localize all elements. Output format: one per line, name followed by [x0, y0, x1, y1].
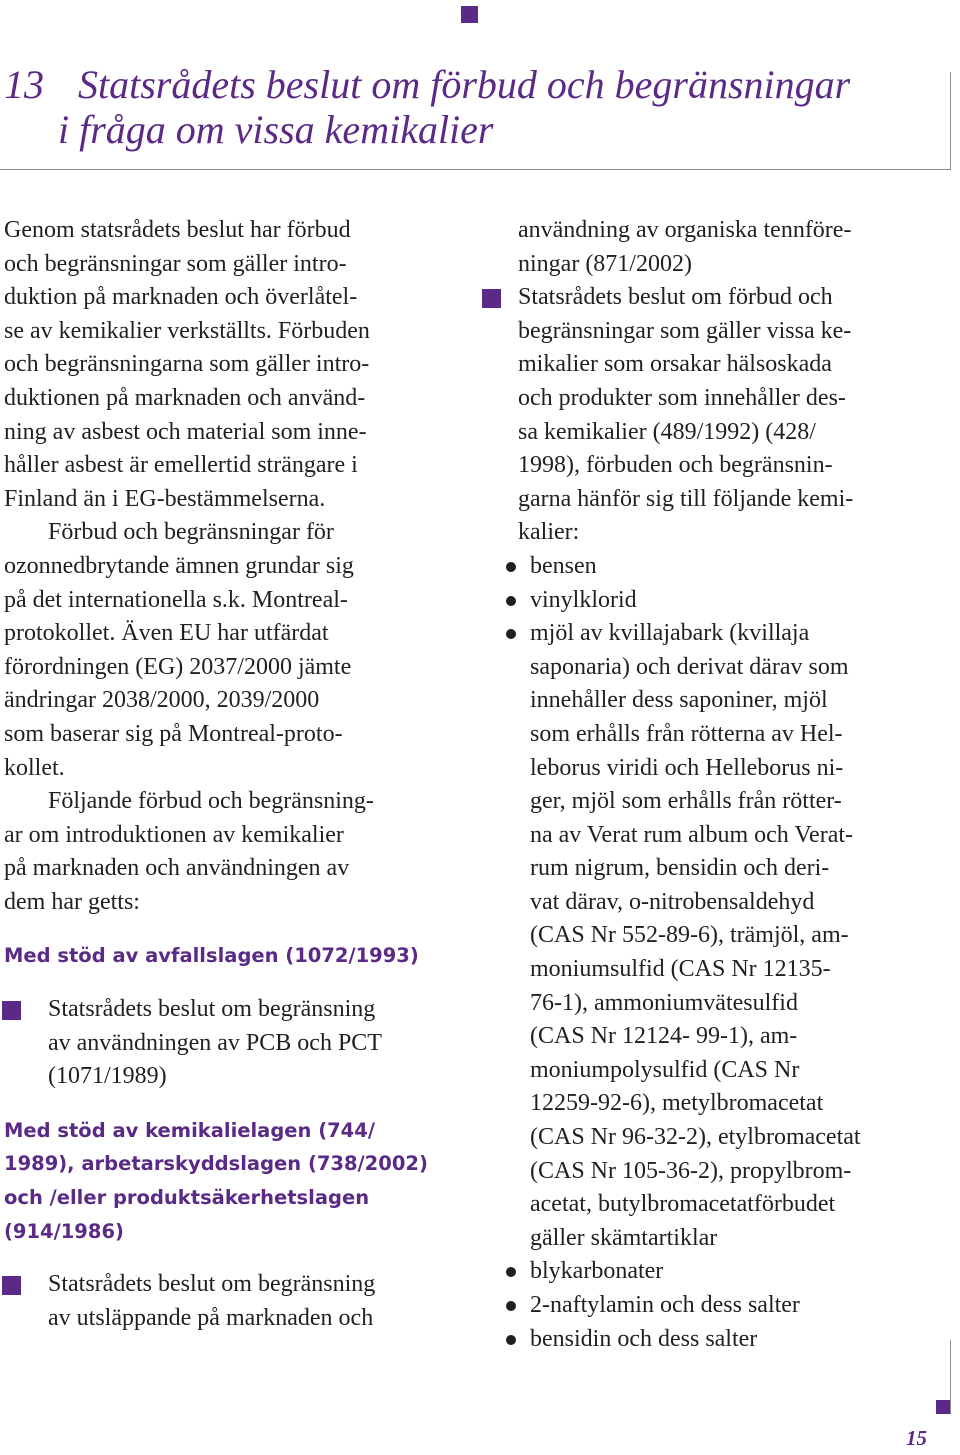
text-line: protokollet. Även EU har utfärdat: [4, 620, 329, 647]
chemical-bullet-list: [482, 550, 952, 1356]
bullet-square: [482, 289, 501, 308]
text-line: 2-naftylamin och dess salter: [530, 1292, 800, 1318]
text-line: mjöl av kvillajabark (kvillaja: [530, 620, 810, 647]
text-line: duktionen på marknaden och använd-: [4, 384, 366, 411]
text-line: duktion på marknaden och överlåtel-: [4, 284, 358, 311]
text-line: se av kemikalier verkställts. Förbuden: [4, 317, 370, 344]
text-line: bensidin och dess salter: [530, 1325, 758, 1352]
text-line: rum nigrum, bensidin och deri-: [530, 855, 830, 882]
chapter-number: 13: [4, 62, 44, 107]
text-line: gäller skämtartiklar: [530, 1224, 718, 1251]
text-line: mikalier som orsakar hälsoskada: [518, 351, 832, 378]
bullet-item: [482, 617, 952, 1255]
text-line: kalier:: [518, 519, 580, 546]
text-line: kollet.: [4, 754, 65, 781]
text-line: vat därav, o-nitrobensaldehyd: [530, 888, 815, 915]
text-line: 12259-92-6), metylbromacetat: [530, 1090, 824, 1117]
bullet-dot: [506, 596, 516, 606]
list-item-halsoskada: [482, 281, 952, 550]
top-marker-square: [461, 6, 478, 23]
text-line: och produkter som innehåller des-: [518, 384, 846, 411]
text-line: ändringar 2038/2000, 2039/2000: [4, 687, 320, 714]
text-line: dem har getts:: [4, 888, 140, 915]
text-line: 76-1), ammoniumvätesulfid: [530, 989, 798, 1016]
text-line: Statsrådets beslut om begränsning: [48, 1271, 376, 1298]
text-line: moniumsulfid (CAS Nr 12135-: [530, 956, 831, 983]
heading-line: och /eller produktsäkerhetslagen: [4, 1186, 370, 1210]
text-line: leborus viridi och Helleborus ni-: [530, 754, 844, 781]
text-line: ger, mjöl som erhålls från rötter-: [530, 788, 842, 815]
bullet-square: [2, 1276, 21, 1295]
text-line: (1071/1989): [48, 1063, 167, 1090]
header-horizontal-rule: [0, 169, 951, 170]
bullet-item: [482, 1255, 952, 1289]
heading-line: Med stöd av kemikalielagen (744/: [4, 1118, 375, 1142]
text-line: Följande förbud och begränsning-: [48, 788, 374, 815]
title-text-1: Statsrådets beslut om förbud och begränsningar: [78, 62, 851, 107]
text-line: innehåller dess saponiner, mjöl: [530, 687, 828, 714]
bullet-item: [482, 1323, 952, 1357]
text-line: av utsläppande på marknaden och: [48, 1304, 374, 1331]
chapter-title: [4, 62, 944, 152]
text-line: (CAS Nr 105-36-2), propylbrom-: [530, 1157, 852, 1184]
bullet-square: [2, 1001, 21, 1020]
text-line: (CAS Nr 96-32-2), etylbromacetat: [530, 1124, 861, 1151]
text-line: garna hänför sig till följande kemi-: [518, 485, 854, 512]
text-line: förordningen (EG) 2037/2000 jämte: [4, 653, 352, 680]
page-corner-square: [936, 1400, 950, 1414]
bullet-item: [482, 584, 952, 618]
paragraph-3: [4, 785, 452, 919]
text-line: saponaria) och derivat därav som: [530, 653, 849, 680]
list-item-pcb: [4, 993, 452, 1094]
page-number: 15: [906, 1426, 927, 1450]
text-line: på det internationella s.k. Montreal-: [4, 586, 348, 613]
title-line-2: [4, 107, 944, 152]
heading-line: 1989), arbetarskyddslagen (738/2002): [4, 1152, 428, 1176]
text-line: och begränsningarna som gäller intro-: [4, 351, 370, 378]
bullet-dot: [506, 562, 516, 572]
text-line: ozonnedbrytande ämnen grundar sig: [4, 552, 354, 579]
paragraph-2: [4, 516, 452, 785]
title-line-1: [4, 62, 944, 107]
text-line: användning av organiska tennföre-: [518, 217, 852, 243]
text-line: ar om introduktionen av kemikalier: [4, 821, 344, 848]
text-line: ning av asbest och material som inne-: [4, 418, 367, 445]
text-line: 1998), förbuden och begränsnin-: [518, 452, 833, 479]
text-line: Statsrådets beslut om begränsning: [48, 996, 376, 1023]
text-line: blykarbonater: [530, 1258, 664, 1285]
text-line: håller asbest är emellertid strängare i: [4, 452, 358, 479]
section-heading-kemikalielagen: [4, 1114, 452, 1248]
title-text-2: i fråga om vissa kemikalier: [58, 107, 494, 152]
text-line: Genom statsrådets beslut har förbud: [4, 217, 351, 243]
text-line: sa kemikalier (489/1992) (428/: [518, 418, 816, 445]
text-line: (CAS Nr 12124- 99-1), am-: [530, 1023, 798, 1050]
text-line: som baserar sig på Montreal-proto-: [4, 720, 343, 747]
heading-line: (914/1986): [4, 1219, 124, 1243]
text-line: Förbud och begränsningar för: [48, 519, 334, 546]
list-item-tennforeningar: [4, 1268, 452, 1335]
text-line: Finland än i EG-bestämmelserna.: [4, 485, 326, 512]
paragraph-1: [4, 214, 452, 516]
text-line: på marknaden och användningen av: [4, 855, 350, 882]
text-line: na av Verat rum album och Verat-: [530, 821, 854, 848]
text-line: av användningen av PCB och PCT: [48, 1029, 382, 1056]
header-vertical-rule: [950, 72, 951, 170]
text-line: bensen: [530, 552, 597, 579]
bullet-dot: [506, 1301, 516, 1311]
text-line: moniumpolysulfid (CAS Nr: [530, 1056, 800, 1083]
text-line: ningar (871/2002): [518, 250, 692, 277]
text-line: vinylklorid: [530, 586, 637, 613]
bullet-item: [482, 1289, 952, 1323]
right-column: [482, 214, 952, 1356]
list-item-continued: [482, 214, 952, 281]
text-line: (CAS Nr 552-89-6), trämjöl, am-: [530, 922, 849, 949]
text-line: begränsningar som gäller vissa ke-: [518, 317, 852, 344]
bullet-dot: [506, 1335, 516, 1345]
text-line: Statsrådets beslut om förbud och: [518, 284, 833, 311]
text-line: acetat, butylbromacetatförbudet: [530, 1191, 836, 1218]
section-heading-avfallslagen: Med stöd av avfallslagen (1072/1993): [4, 944, 419, 968]
left-column: [4, 214, 452, 1335]
bullet-item: [482, 550, 952, 584]
text-line: och begränsningar som gäller intro-: [4, 250, 347, 277]
text-line: som erhålls från rötterna av Hel-: [530, 720, 843, 747]
